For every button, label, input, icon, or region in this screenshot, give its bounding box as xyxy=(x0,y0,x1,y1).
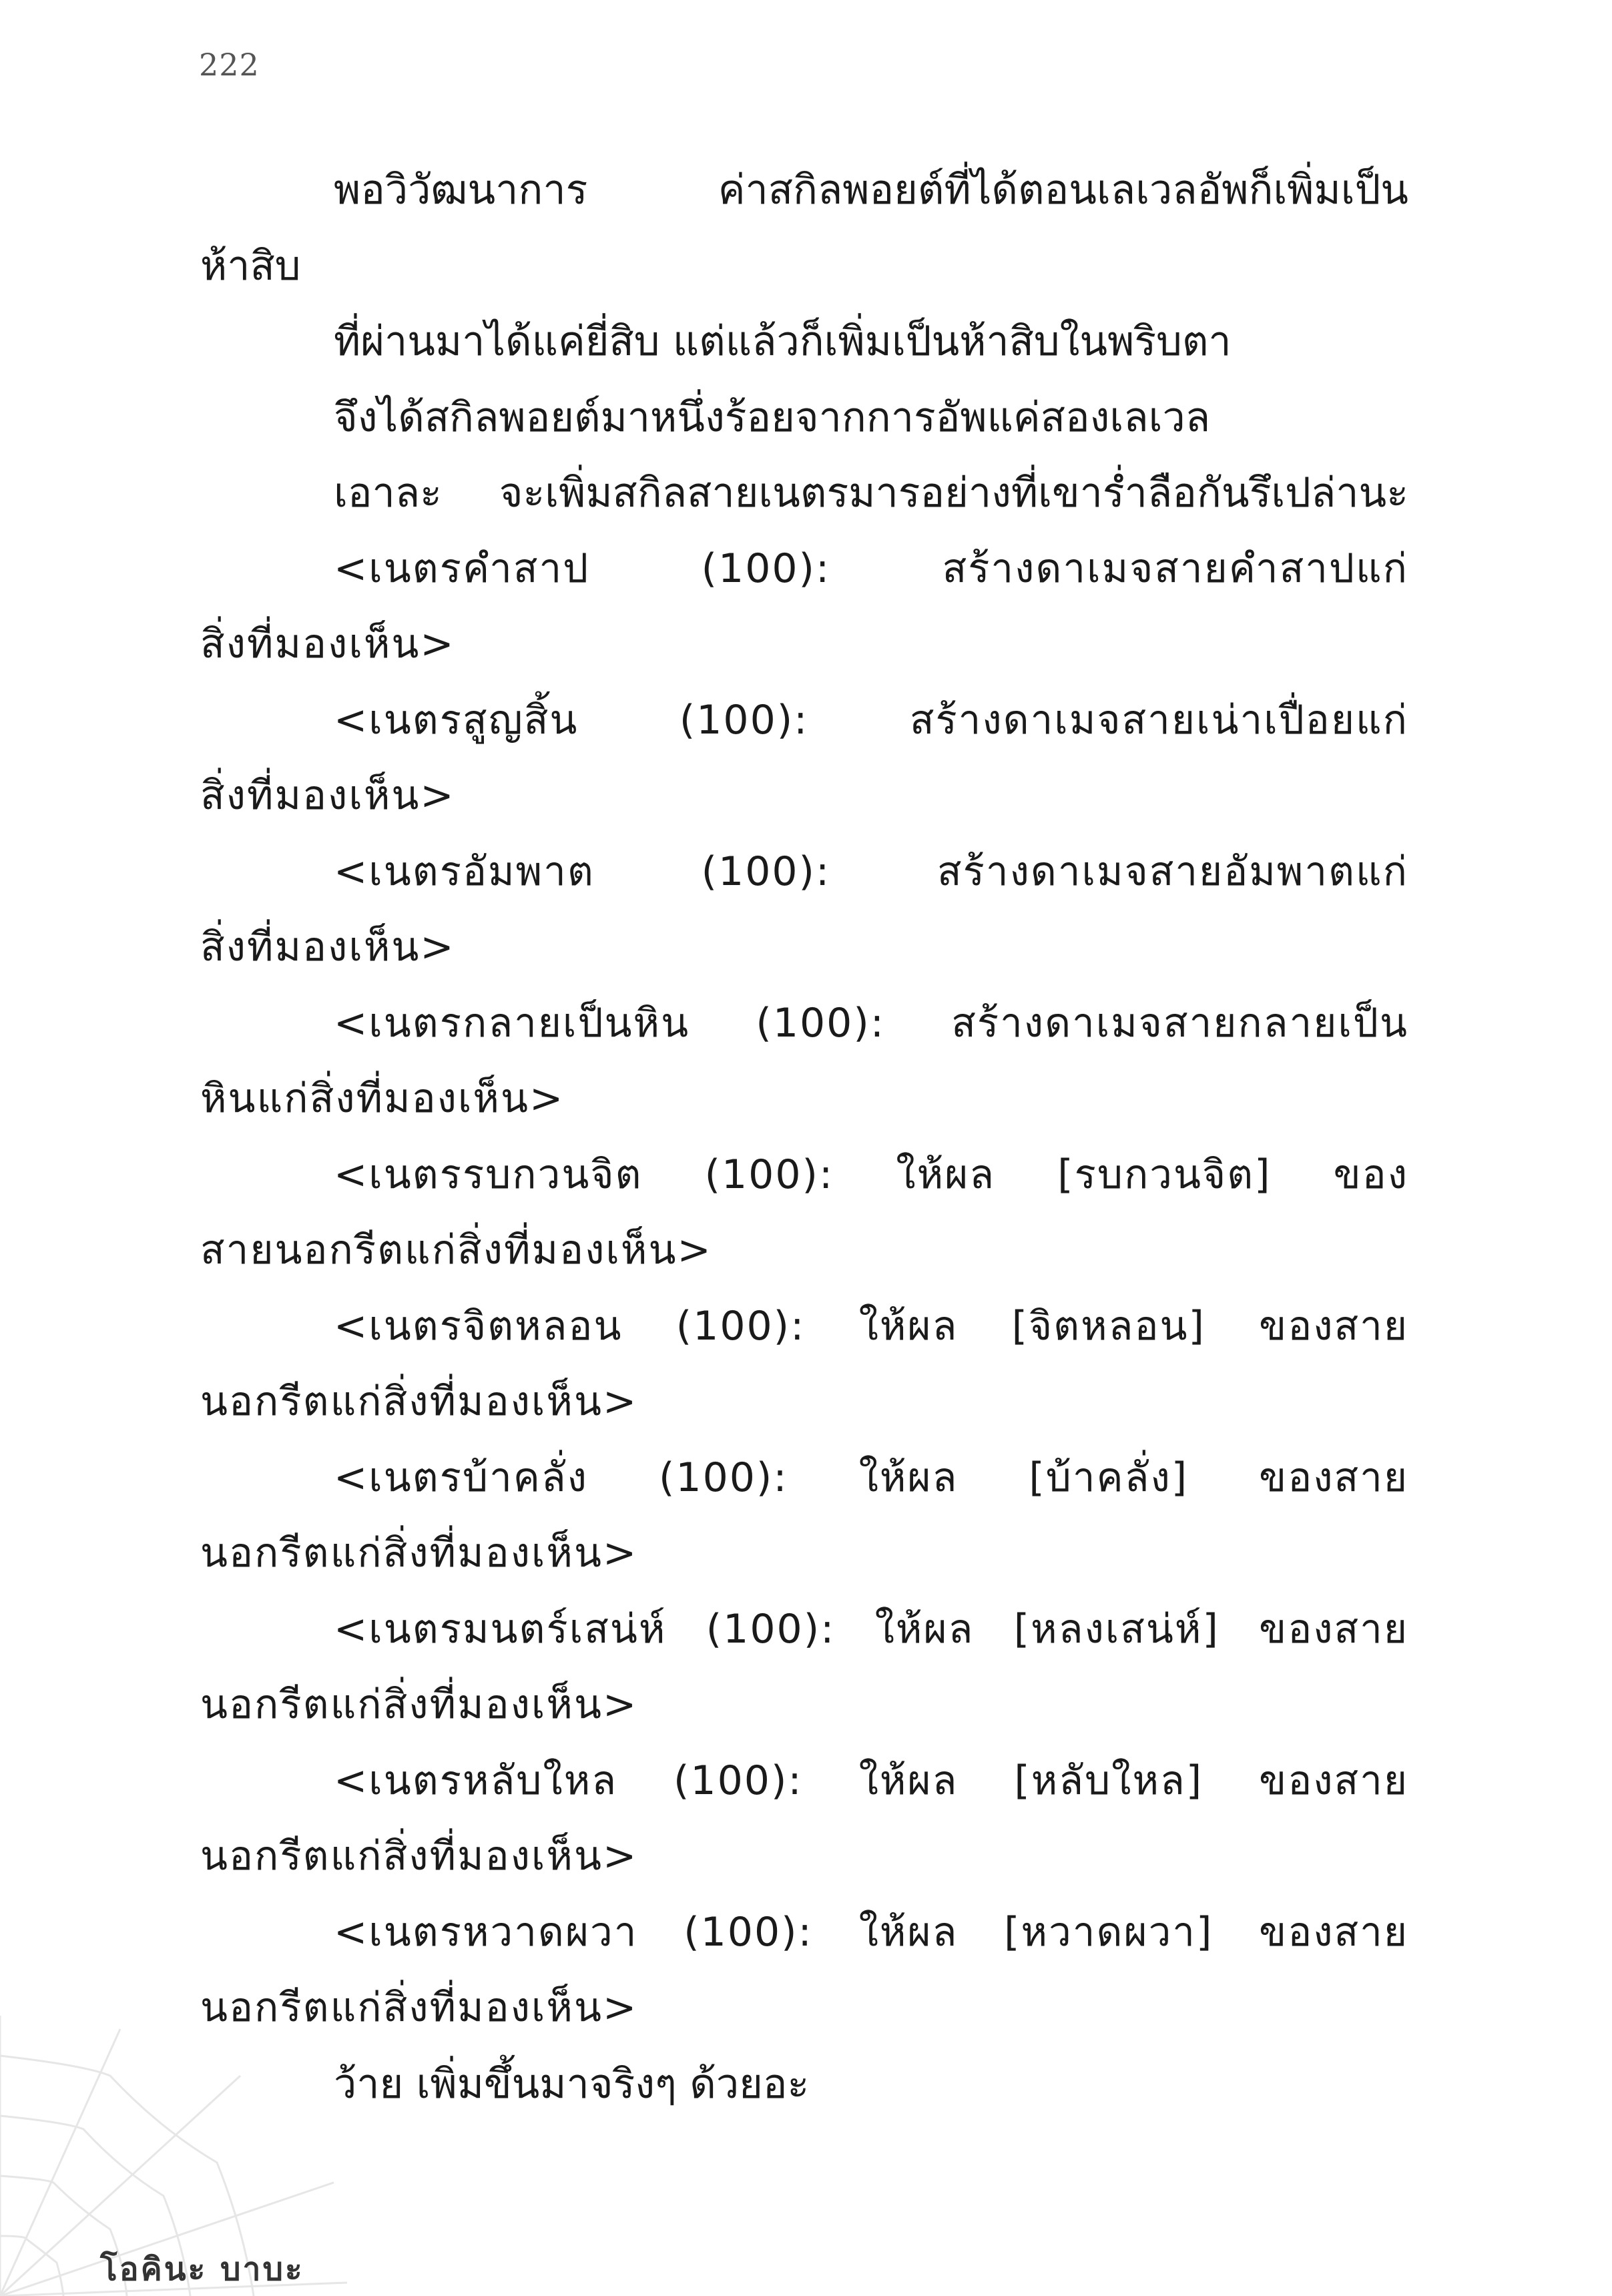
skill-line: หินแก่สิ่งที่มองเห็น> xyxy=(200,1075,565,1122)
footer-title: โอคินะ บาบะ xyxy=(100,2251,304,2288)
skill-line: <เนตรจิตหลอน (100): ให้ผล [จิตหลอน] ของสาย xyxy=(334,1302,1408,1350)
skill-line: <เนตรสูญสิ้น (100): สร้างดาเมจสายเน่าเปื่อยแก่ xyxy=(334,696,1408,744)
skill-line: สิ่งที่มองเห็น> xyxy=(200,924,455,970)
body-text xyxy=(200,152,1408,2122)
text-line: จึงได้สกิลพอยต์มาหนึ่งร้อยจากการอัพแค่สองเลเวล xyxy=(334,393,1211,441)
text-line: ที่ผ่านมาได้แค่ยี่สิบ แต่แล้วก็เพิ่มเป็นห้าสิบในพริบตา xyxy=(334,318,1232,365)
skill-line: นอกรีตแก่สิ่งที่มองเห็น> xyxy=(200,1681,638,1728)
skill-line: <เนตรหลับใหล (100): ให้ผล [หลับใหล] ของสาย xyxy=(334,1757,1408,1804)
text-line: ว้าย เพิ่มขึ้นมาจริงๆ ด้วยอะ xyxy=(334,2060,810,2108)
skill-line: สิ่งที่มองเห็น> xyxy=(200,621,455,667)
skill-line: <เนตรคำสาป (100): สร้างดาเมจสายคำสาปแก่ xyxy=(334,545,1408,592)
skill-line: <เนตรอัมพาต (100): สร้างดาเมจสายอัมพาตแก่ xyxy=(334,848,1408,895)
skill-line: <เนตรรบกวนจิต (100): ให้ผล [รบกวนจิต] ของ xyxy=(334,1151,1408,1198)
text-line: พอวิวัฒนาการ ค่าสกิลพอยต์ที่ได้ตอนเลเวลอัพก็เพิ่มเป็น xyxy=(334,166,1408,214)
skill-line: สิ่งที่มองเห็น> xyxy=(200,772,455,819)
skill-line: <เนตรบ้าคลั่ง (100): ให้ผล [บ้าคลั่ง] ของสาย xyxy=(334,1454,1408,1501)
skill-line: นอกรีตแก่สิ่งที่มองเห็น> xyxy=(200,1984,638,2031)
text-line: ห้าสิบ xyxy=(200,242,301,290)
skill-line: นอกรีตแก่สิ่งที่มองเห็น> xyxy=(200,1833,638,1880)
skill-line: สายนอกรีตแก่สิ่งที่มองเห็น> xyxy=(200,1227,712,1273)
skill-line: <เนตรกลายเป็นหิน (100): สร้างดาเมจสายกลายเป็น xyxy=(334,999,1408,1047)
page-number: 222 xyxy=(199,47,260,83)
skill-line: <เนตรหวาดผวา (100): ให้ผล [หวาดผวา] ของสาย xyxy=(334,1908,1408,1956)
skill-line: นอกรีตแก่สิ่งที่มองเห็น> xyxy=(200,1378,638,1425)
skill-line: นอกรีตแก่สิ่งที่มองเห็น> xyxy=(200,1530,638,1576)
skill-line: <เนตรมนตร์เสน่ห์ (100): ให้ผล [หลงเสน่ห์] ของสาย xyxy=(334,1605,1408,1653)
text-line: เอาละ จะเพิ่มสกิลสายเนตรมารอย่างที่เขาร่ำลือกันรึเปล่านะ xyxy=(334,469,1408,517)
